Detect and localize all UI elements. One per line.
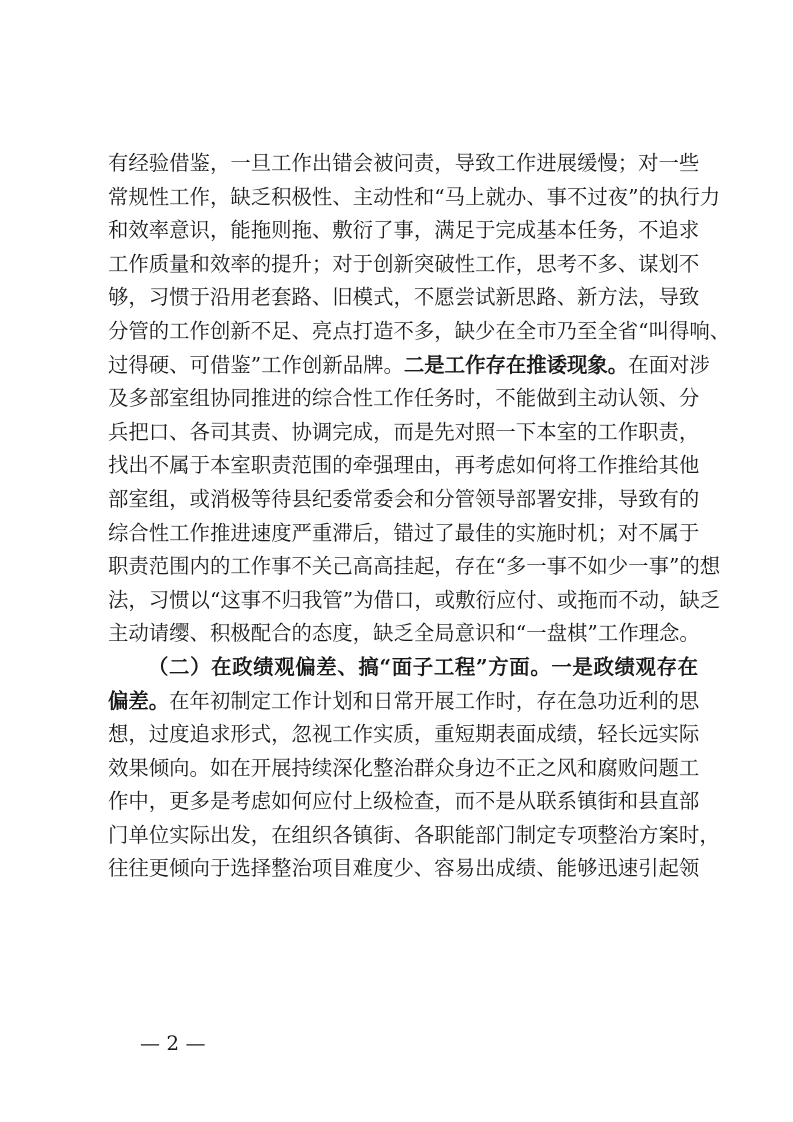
text-line: 分管的工作创新不足、亮点打造不多，缺少在全市乃至全省“叫得响、 [108, 318, 731, 343]
text-line: 综合性工作推进速度严重滞后，错过了最佳的实施时机；对不属于 [108, 520, 700, 545]
section-heading-line [108, 651, 698, 685]
text-line: 门单位实际出发，在组织各镇街、各职能部门制定专项整治方案时， [108, 822, 720, 847]
bold-heading-one: 一是政绩观存在 [551, 654, 698, 679]
text-line: 想，过度追求形式，忽视工作实质，重短期表面成绩，轻长远实际 [108, 722, 700, 747]
text-line: 和效率意识，能拖则拖、敷衍了事，满足于完成基本任务，不追求 [108, 218, 700, 243]
text-line: 职责范围内的工作事不关己高高挂起，存在“多一事不如少一事”的想 [108, 554, 721, 579]
body-text [108, 147, 731, 886]
text-line: 够，习惯于沿用老套路、旧模式，不愿尝试新思路、新方法，导致 [108, 285, 700, 310]
page-number: — 2 — [140, 1031, 206, 1055]
text-segment: 过得硬、可借鉴”工作创新品牌。 [108, 352, 404, 377]
text-segment: 在年初制定工作计划和日常开展工作时，存在急功近利的思 [169, 688, 700, 713]
text-line: 部室组，或消极等待县纪委常委会和分管领导部署安排，导致有的 [108, 486, 700, 511]
section-heading: （二）在政绩观偏差、搞“面子工程”方面。 [148, 654, 552, 679]
text-line: 及多部室组协同推进的综合性工作任务时，不能做到主动认领、分 [108, 386, 700, 411]
text-line: 效果倾向。如在开展持续深化整治群众身边不正之风和腐败问题工 [108, 755, 700, 780]
text-line: 有经验借鉴，一旦工作出错会被问责，导致工作进展缓慢；对一些 [108, 151, 700, 175]
text-line: 兵把口、各司其责、协调完成，而是先对照一下本室的工作职责， [108, 419, 700, 444]
text-line: 主动请缨、积极配合的态度，缺乏全局意识和“一盘棋”工作理念。 [108, 621, 700, 646]
bold-heading-two: 二是工作存在推诿现象。 [403, 352, 629, 377]
text-line: 作中，更多是考虑如何应付上级检查，而不是从联系镇街和县直部 [108, 789, 700, 814]
text-line: 法，习惯以“这事不归我管”为借口，或敷衍应付、或拖而不动，缺乏 [108, 587, 721, 612]
bold-heading-one-cont: 偏差。 [108, 688, 170, 713]
text-line: 常规性工作，缺乏积极性、主动性和“马上就办、事不过夜”的执行力 [108, 184, 721, 209]
text-line: 工作质量和效率的提升；对于创新突破性工作，思考不多、谋划不 [108, 251, 700, 276]
text-line [108, 685, 698, 719]
text-segment: 在面对涉 [628, 352, 710, 377]
text-line: 往往更倾向于选择整治项目难度少、容易出成绩、能够迅速引起领 [108, 856, 700, 881]
text-line: 找出不属于本室职责范围的牵强理由，再考虑如何将工作推给其他 [108, 453, 700, 478]
text-line [108, 349, 710, 383]
